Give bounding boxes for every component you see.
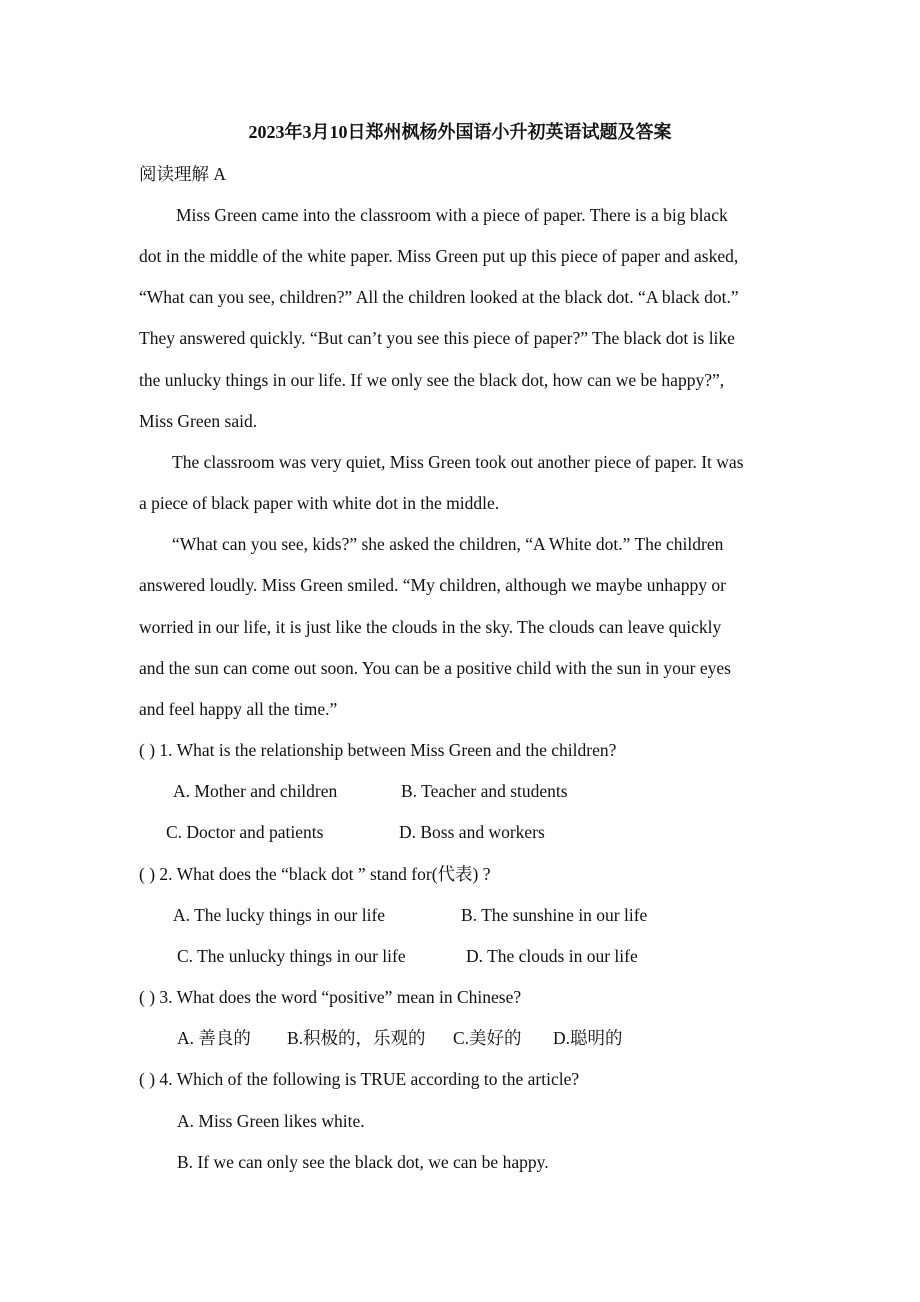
option-a: A. Miss Green likes white. [177, 1111, 365, 1131]
passage-line: Miss Green said. [139, 411, 258, 431]
passage-line: “What can you see, children?” All the children looked at the black dot. “A black dot.” [139, 287, 739, 307]
passage-line: They answered quickly. “But can’t you see this piece of paper?” The black dot is like [139, 328, 735, 348]
option-b: B. If we can only see the black dot, we can be happy. [177, 1152, 549, 1172]
question-1-options-row-1 [0, 778, 920, 804]
option-b: B. The sunshine in our life [461, 905, 648, 925]
option-d: D.聪明的 [553, 1028, 623, 1048]
passage-line: and feel happy all the time.” [139, 699, 338, 719]
option-a: A. Mother and children [173, 781, 338, 801]
passage-line: the unlucky things in our life. If we only see the black dot, how can we be happy?”, [139, 370, 725, 390]
question-3-options-row [0, 1025, 920, 1051]
question-2: ( ) 2. What does the “black dot ” stand for(代表) ? [139, 864, 491, 884]
option-c: C.美好的 [453, 1028, 522, 1048]
question-2-options-row-2 [0, 943, 920, 969]
question-3: ( ) 3. What does the word “positive” mean in Chinese? [139, 987, 522, 1007]
passage-line: a piece of black paper with white dot in the middle. [139, 493, 500, 513]
option-c: C. The unlucky things in our life [177, 946, 406, 966]
question-1-options-row-2 [0, 819, 920, 845]
passage-line: dot in the middle of the white paper. Miss Green put up this piece of paper and asked, [139, 246, 739, 266]
question-1: ( ) 1. What is the relationship between Miss Green and the children? [139, 740, 617, 760]
option-c: C. Doctor and patients [166, 822, 324, 842]
passage-line: worried in our life, it is just like the clouds in the sky. The clouds can leave quickly [139, 617, 722, 637]
option-b: B. Teacher and students [401, 781, 568, 801]
option-a: A. 善良的 [177, 1028, 251, 1048]
option-d: D. The clouds in our life [466, 946, 638, 966]
option-d: D. Boss and workers [399, 822, 545, 842]
passage-line: The classroom was very quiet, Miss Green took out another piece of paper. It was [172, 452, 744, 472]
passage-line: Miss Green came into the classroom with a piece of paper. There is a big black [176, 205, 728, 225]
passage-line: answered loudly. Miss Green smiled. “My children, although we maybe unhappy or [139, 575, 726, 595]
question-2-options-row-1 [0, 902, 920, 928]
question-4: ( ) 4. Which of the following is TRUE according to the article? [139, 1069, 580, 1089]
document-title: 2023年3月10日郑州枫杨外国语小升初英语试题及答案 [248, 122, 672, 142]
option-b: B.积极的，乐观的 [287, 1028, 426, 1048]
section-heading: 阅读理解 A [139, 164, 227, 184]
option-a: A. The lucky things in our life [173, 905, 386, 925]
passage-line: “What can you see, kids?” she asked the children, “A White dot.” The children [172, 534, 724, 554]
passage-line: and the sun can come out soon. You can be a positive child with the sun in your eyes [139, 658, 731, 678]
